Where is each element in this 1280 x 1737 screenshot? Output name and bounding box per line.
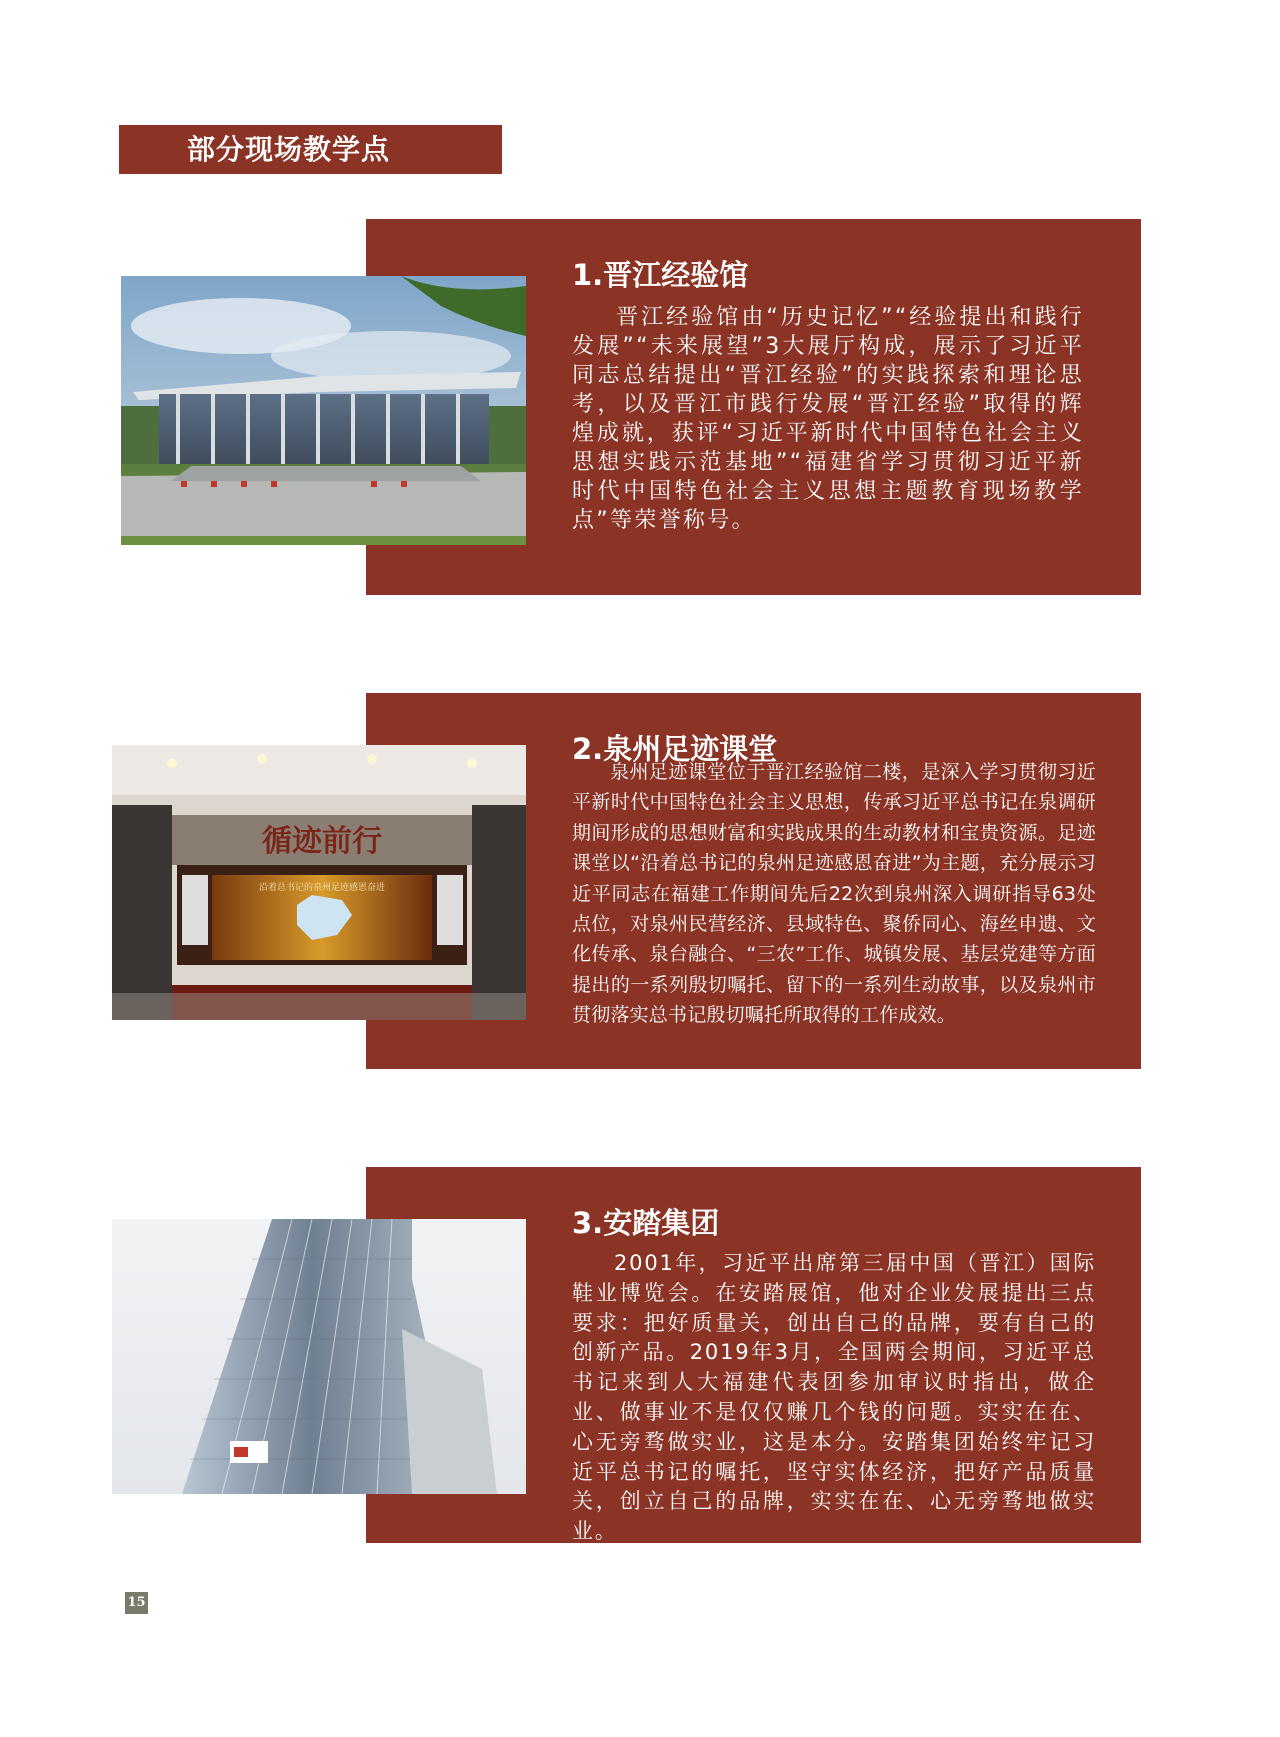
card-body: 晋江经验馆由“历史记忆”“经验提出和践行发展”“未来展望”3大展厅构成，展示了习近平同志总结提出“晋江经验”的实践探索和理论思考，以及晋江市践行发展“晋江经验”取得的辉煌成就，获评“习近平新时代中国特色社会主义思想实践示范基地”“福建省学习贯彻习近平新时代中国特色社会主义思想主题教育现场教学点”等荣誉称号。 [572,305,1084,533]
card-body: 泉州足迹课堂位于晋江经验馆二楼，是深入学习贯彻习近平新时代中国特色社会主义思想，传承习近平总书记在泉调研期间形成的思想财富和实践成果的生动教材和宝贵资源。足迹课堂以“沿着总书记的泉州足迹感恩奋进”为主题，充分展示习近平同志在福建工作期间先后22次到泉州深入调研指导63处点位，对泉州民营经济、县域特色、聚侨同心、海丝申遗、文化传承、泉台融合、“三农”工作、城镇发展、基层党建等方面提出的一系列殷切嘱托、留下的一系列生动故事，以及泉州市贯彻落实总书记殷切嘱托所取得的工作成效。 [572,761,1096,1027]
exhibition-entrance-illustration [112,745,526,1020]
card-title: 1.晋江经验馆 [572,258,749,292]
page-number: 15 [125,1592,148,1614]
office-tower-illustration [112,1219,526,1494]
exhibition-hall-illustration [121,276,526,545]
card-title: 3.安踏集团 [572,1206,720,1240]
entrance-banner-text: 沿着总书记的泉州足迹感恩奋进 [258,883,386,893]
card-body: 2001年，习近平出席第三届中国（晋江）国际鞋业博览会。在安踏展馆，他对企业发展提出三点要求：把好质量关，创出自己的品牌，要有自己的创新产品。2019年3月，全国两会期间，习近平总书记来到人大福建代表团参加审议时指出，做企业、做事业不是仅仅赚几个钱的问题。实实在在、心无旁骛做实业，这是本分。安踏集团始终牢记习近平总书记的嘱托，坚守实体经济，把好产品质量关，创立自己的品牌，实实在在、心无旁骛地做实业。 [572,1251,1096,1544]
photo-exhibition-hall [121,276,526,545]
entrance-sign-text: 循迹前行 [262,824,382,859]
section-title: 部分现场教学点 [187,133,391,166]
card-title: 2.泉州足迹课堂 [572,732,778,766]
section-header [119,125,502,174]
photo-exhibition-entrance [112,745,526,1020]
photo-office-tower [112,1219,526,1494]
